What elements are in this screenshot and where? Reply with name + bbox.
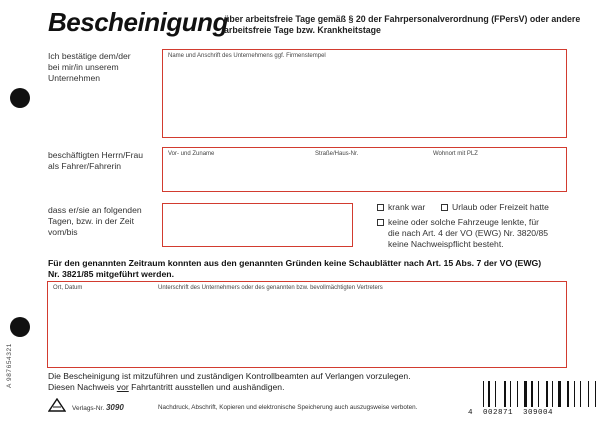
signature-box[interactable] bbox=[47, 281, 567, 368]
driver-label-line-1: beschäftigten Herrn/Frau bbox=[48, 150, 144, 160]
barcode-bar bbox=[546, 381, 548, 407]
checkbox-no-vehicle[interactable] bbox=[377, 219, 384, 226]
barcode bbox=[483, 381, 600, 407]
checkbox-sick[interactable] bbox=[377, 204, 384, 211]
publisher-number-prefix: Verlags-Nr. bbox=[72, 405, 105, 412]
barcode-bar bbox=[541, 381, 543, 407]
barcode-bar bbox=[558, 381, 561, 407]
barcode-bar bbox=[578, 381, 579, 407]
employer-label-line-1: Ich bestätige dem/der bbox=[48, 51, 131, 61]
driver-label bbox=[48, 150, 143, 172]
barcode-digits: 4 002871 309004 bbox=[468, 409, 554, 417]
period-label bbox=[48, 205, 142, 238]
barcode-bar bbox=[588, 381, 589, 407]
barcode-bar bbox=[580, 381, 581, 407]
notes bbox=[48, 371, 411, 393]
page-subtitle bbox=[224, 14, 594, 36]
barcode-bar bbox=[510, 381, 511, 407]
barcode-bar bbox=[514, 381, 516, 407]
note-line-2-start: Diesen Nachweis bbox=[48, 382, 117, 392]
signature-caption: Unterschrift des Unternehmers oder des genannten bzw. bevollmächtigten Vertreters bbox=[158, 285, 383, 291]
option-no-vehicle-line-2: die nach Art. 4 der VO (EWG) Nr. 3820/85 bbox=[388, 228, 549, 238]
employer-box-caption: Name und Anschrift des Unternehmens ggf. Firmenstempel bbox=[168, 53, 326, 59]
barcode-bar bbox=[570, 381, 572, 407]
employer-label-line-2: bei mir/in unserem bbox=[48, 62, 119, 72]
option-no-vehicle-label bbox=[388, 217, 548, 250]
employer-label bbox=[48, 51, 131, 84]
barcode-bar bbox=[583, 381, 585, 407]
side-code bbox=[6, 318, 16, 388]
barcode-bar bbox=[556, 381, 557, 407]
note-line-1: Die Bescheinigung ist mitzuführen und zuständigen Kontrollbeamten auf Verlangen vorzulegen. bbox=[48, 371, 411, 381]
note-line-2 bbox=[48, 382, 411, 393]
statement-line-2: Nr. 3821/85 mitgeführt werden. bbox=[48, 269, 175, 279]
barcode-bar bbox=[493, 381, 494, 407]
barcode-bar bbox=[549, 381, 550, 407]
period-box[interactable] bbox=[162, 203, 353, 247]
option-vacation-label: Urlaub oder Freizeit hatte bbox=[452, 202, 549, 212]
note-line-2-underlined: vor bbox=[116, 382, 129, 392]
barcode-bar bbox=[524, 381, 527, 407]
barcode-bar bbox=[567, 381, 569, 407]
place-date-caption: Ort, Datum bbox=[53, 285, 83, 291]
barcode-bar bbox=[517, 381, 518, 407]
driver-street-caption: Straße/Haus-Nr. bbox=[315, 151, 359, 157]
barcode-bar bbox=[520, 381, 521, 407]
statement-text bbox=[48, 258, 588, 280]
punch-hole-top bbox=[10, 88, 30, 108]
option-no-vehicle-line-3: keine Nachweispflicht besteht. bbox=[388, 239, 504, 249]
barcode-bar bbox=[495, 381, 496, 407]
barcode-bar bbox=[504, 381, 506, 407]
barcode-bar bbox=[574, 381, 575, 407]
option-sick-label: krank war bbox=[388, 202, 426, 212]
period-label-line-1: dass er/sie an folgenden bbox=[48, 205, 142, 215]
barcode-bar bbox=[483, 381, 484, 407]
publisher-number-value: 3090 bbox=[105, 403, 124, 412]
copyright-notice: Nachdruck, Abschrift, Kopieren und elektronische Speicherung auch auszugsweise verboten. bbox=[158, 404, 418, 411]
driver-box[interactable] bbox=[162, 147, 567, 192]
publisher-logo-icon bbox=[48, 398, 66, 412]
publisher-number bbox=[72, 403, 124, 412]
subtitle-line-2: arbeitsfreie Tage bzw. Krankheitstage bbox=[224, 25, 381, 35]
barcode-bar bbox=[538, 381, 539, 407]
driver-label-line-2: als Fahrer/Fahrerin bbox=[48, 161, 122, 171]
barcode-bar bbox=[563, 381, 564, 407]
side-code-text: A 987654321 bbox=[6, 343, 13, 388]
barcode-bar bbox=[498, 381, 501, 407]
checkbox-vacation[interactable] bbox=[441, 204, 448, 211]
barcode-bar bbox=[528, 381, 529, 407]
publisher-logo bbox=[48, 398, 66, 412]
barcode-bar bbox=[488, 381, 490, 407]
employer-box[interactable] bbox=[162, 49, 567, 138]
driver-city-caption: Wohnort mit PLZ bbox=[433, 151, 478, 157]
driver-name-caption: Vor- und Zuname bbox=[168, 151, 215, 157]
barcode-bar bbox=[552, 381, 553, 407]
period-label-line-3: vom/bis bbox=[48, 227, 78, 237]
barcode-bar bbox=[590, 381, 593, 407]
page-title: Bescheinigung bbox=[48, 7, 228, 37]
barcode-bar bbox=[531, 381, 533, 407]
barcode-bar bbox=[595, 381, 596, 407]
note-line-2-end: Fahrtantritt ausstellen und aushändigen. bbox=[128, 382, 285, 392]
subtitle-line-1: über arbeitsfreie Tage gemäß § 20 der Fahrpersonalverordnung (FPersV) oder andere bbox=[224, 14, 581, 24]
barcode-bar bbox=[536, 381, 537, 407]
barcode-bar bbox=[507, 381, 508, 407]
employer-label-line-3: Unternehmen bbox=[48, 73, 101, 83]
barcode-bar bbox=[485, 381, 486, 407]
option-no-vehicle-line-1: keine oder solche Fahrzeuge lenkte, für bbox=[388, 217, 539, 227]
statement-line-1: Für den genannten Zeitraum konnten aus den genannten Gründen keine Schaublätter nach Art. 15 Abs. 7 der VO (EWG) bbox=[48, 258, 542, 268]
period-label-line-2: Tagen, bzw. in der Zeit bbox=[48, 216, 134, 226]
